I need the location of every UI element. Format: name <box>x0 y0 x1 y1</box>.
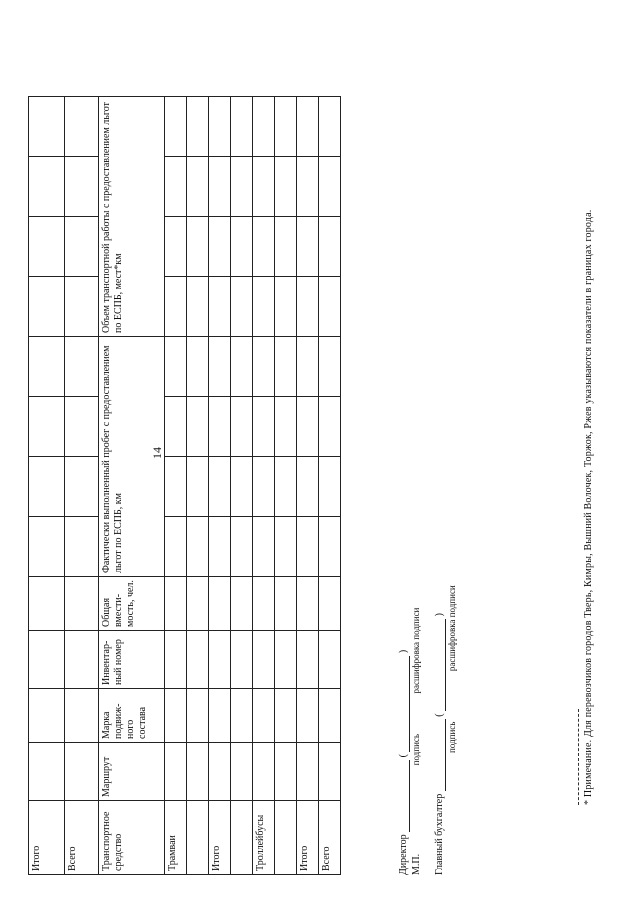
table-cell <box>29 743 65 801</box>
header-transport: Транспортное средство <box>99 801 165 875</box>
table-cell <box>165 217 187 277</box>
table-cell <box>275 337 297 397</box>
table-cell <box>319 457 341 517</box>
table-cell <box>253 397 275 457</box>
table-cell <box>275 631 297 689</box>
table-cell <box>29 97 65 157</box>
table-cell <box>297 517 319 577</box>
table-cell <box>187 743 209 801</box>
table-cell <box>231 217 253 277</box>
table-cell <box>319 157 341 217</box>
table-cell <box>253 743 275 801</box>
row-label: Итого <box>29 801 65 875</box>
table-cell <box>29 577 65 631</box>
header-mileage: Фактически выполненный пробег с предоставлением льгот по ЕСПБ, км <box>99 337 165 577</box>
table-cell <box>275 743 297 801</box>
table-cell <box>297 97 319 157</box>
row-label <box>187 801 209 875</box>
table-cell <box>319 397 341 457</box>
table-cell <box>65 457 99 517</box>
page-number: 14 <box>150 447 164 459</box>
row-label <box>275 801 297 875</box>
table-cell <box>209 577 231 631</box>
table-cell <box>319 631 341 689</box>
table-cell <box>165 157 187 217</box>
table-cell <box>297 457 319 517</box>
chief-accountant-decoding-field <box>434 619 446 711</box>
table-cell <box>231 743 253 801</box>
table-cell <box>275 517 297 577</box>
table-cell <box>231 631 253 689</box>
table-cell <box>209 689 231 743</box>
chief-accountant-label: Главный бухгалтер <box>434 793 445 875</box>
header-volume: Объем транспортной работы с предоставлением льгот по ЕСПБ, мест*км <box>99 97 165 337</box>
table-cell <box>275 277 297 337</box>
header-brand: Марка подвиж-ного состава <box>99 689 165 743</box>
table-cell <box>319 517 341 577</box>
table-cell <box>209 97 231 157</box>
mp-label: М.П. <box>411 853 422 875</box>
table-cell <box>253 517 275 577</box>
table-cell <box>297 277 319 337</box>
table-cell <box>65 217 99 277</box>
table-cell <box>253 157 275 217</box>
table-cell <box>297 337 319 397</box>
footnote: * Примечание. Для перевозчиков городов Тверь, Кимры, Вышний Волочек, Торжок, Ржев указываются показатели в границах города. <box>583 209 594 805</box>
table-cell <box>297 157 319 217</box>
row-label: Итого <box>209 801 231 875</box>
table-cell <box>187 277 209 337</box>
table-cell <box>275 457 297 517</box>
chief-accountant-signature-field <box>434 719 446 791</box>
table-cell <box>209 217 231 277</box>
table-cell <box>29 397 65 457</box>
table-cell <box>65 689 99 743</box>
table-cell <box>275 217 297 277</box>
table-cell <box>209 631 231 689</box>
row-label <box>231 801 253 875</box>
table-cell <box>65 157 99 217</box>
table-cell <box>319 577 341 631</box>
paren-close: ) <box>398 649 409 654</box>
row-label: Итого <box>297 801 319 875</box>
table-cell <box>319 97 341 157</box>
table-cell <box>187 97 209 157</box>
chief-accountant-sublabels <box>447 585 458 875</box>
director-decoding-field <box>398 656 410 752</box>
table-cell <box>231 157 253 217</box>
director-sublabels <box>411 608 422 875</box>
table-cell <box>209 337 231 397</box>
header-capacity: Общая вмести-мость, чел. <box>99 577 165 631</box>
table-cell <box>165 689 187 743</box>
table-cell <box>165 577 187 631</box>
table-cell <box>253 457 275 517</box>
table-cell <box>297 689 319 743</box>
table-cell <box>187 397 209 457</box>
row-label: Всего <box>319 801 341 875</box>
table-cell <box>209 397 231 457</box>
decoding-label: расшифровка подписи <box>447 585 457 672</box>
table-cell <box>165 337 187 397</box>
table-row <box>209 97 231 875</box>
table-cell <box>297 217 319 277</box>
table-cell <box>231 577 253 631</box>
table-cell <box>65 517 99 577</box>
table-cell <box>165 97 187 157</box>
chief-accountant-line <box>434 613 446 875</box>
table-cell <box>209 457 231 517</box>
table-cell <box>29 517 65 577</box>
table-cell <box>231 277 253 337</box>
table-cell <box>29 631 65 689</box>
table-cell <box>231 97 253 157</box>
table-cell <box>297 397 319 457</box>
director-line <box>398 650 410 875</box>
table-cell <box>319 217 341 277</box>
table-row <box>253 97 275 875</box>
row-label: Всего <box>65 801 99 875</box>
report-table <box>28 96 341 875</box>
table-cell <box>165 743 187 801</box>
paren-open: ( <box>434 713 445 717</box>
table-row <box>275 97 297 875</box>
table-cell <box>165 457 187 517</box>
table-row <box>297 97 319 875</box>
table-cell <box>275 97 297 157</box>
row-label: Трамваи <box>165 801 187 875</box>
table-cell <box>319 337 341 397</box>
table-cell <box>275 157 297 217</box>
table-cell <box>209 277 231 337</box>
table-cell <box>187 517 209 577</box>
table-cell <box>65 277 99 337</box>
table-cell <box>187 217 209 277</box>
table-cell <box>231 397 253 457</box>
table-cell <box>29 457 65 517</box>
table-cell <box>29 337 65 397</box>
table-cell <box>253 217 275 277</box>
header-route: Маршрут <box>99 743 165 801</box>
table-cell <box>165 397 187 457</box>
table-cell <box>253 689 275 743</box>
table-cell <box>231 689 253 743</box>
table-cell <box>187 631 209 689</box>
signature-label: подпись <box>411 734 421 766</box>
table-cell <box>65 631 99 689</box>
table-cell <box>29 277 65 337</box>
table-cell <box>65 743 99 801</box>
table-cell <box>187 577 209 631</box>
table-cell <box>209 743 231 801</box>
table-cell <box>275 397 297 457</box>
table-row <box>165 97 187 875</box>
table-cell <box>29 689 65 743</box>
table-cell <box>319 277 341 337</box>
table-cell <box>187 457 209 517</box>
decoding-label: расшифровка подписи <box>411 607 421 694</box>
row-label: Троллейбусы <box>253 801 275 875</box>
table-row <box>231 97 253 875</box>
table-row-top-grand-total <box>65 97 99 875</box>
table-cell <box>275 577 297 631</box>
table-cell <box>29 157 65 217</box>
table-cell <box>187 689 209 743</box>
director-signature-field <box>398 760 410 832</box>
table-cell <box>65 337 99 397</box>
table-header-row <box>99 97 165 875</box>
table-cell <box>297 577 319 631</box>
table-cell <box>209 157 231 217</box>
table-cell <box>253 337 275 397</box>
table-cell <box>253 277 275 337</box>
table-cell <box>187 337 209 397</box>
table-cell <box>65 397 99 457</box>
table-cell <box>65 97 99 157</box>
table-cell <box>231 457 253 517</box>
table-cell <box>319 743 341 801</box>
note-separator <box>578 709 579 805</box>
table-row <box>319 97 341 875</box>
table-cell <box>297 743 319 801</box>
table-cell <box>275 689 297 743</box>
table-cell <box>231 517 253 577</box>
table-cell <box>319 689 341 743</box>
table-cell <box>165 277 187 337</box>
table-cell <box>253 577 275 631</box>
table-cell <box>65 577 99 631</box>
table-cell <box>209 517 231 577</box>
signature-label: подпись <box>447 721 457 753</box>
table-cell <box>165 517 187 577</box>
table-cell <box>253 97 275 157</box>
director-label: Директор <box>398 834 409 875</box>
table-cell <box>165 631 187 689</box>
paren-open: ( <box>398 754 409 758</box>
table-row-top-total <box>29 97 65 875</box>
header-inventory: Инвентар-ный номер <box>99 631 165 689</box>
paren-close: ) <box>434 613 445 617</box>
table-cell <box>297 631 319 689</box>
table-cell <box>231 337 253 397</box>
table-cell <box>29 217 65 277</box>
table-cell <box>253 631 275 689</box>
table-cell <box>187 157 209 217</box>
table-row <box>187 97 209 875</box>
